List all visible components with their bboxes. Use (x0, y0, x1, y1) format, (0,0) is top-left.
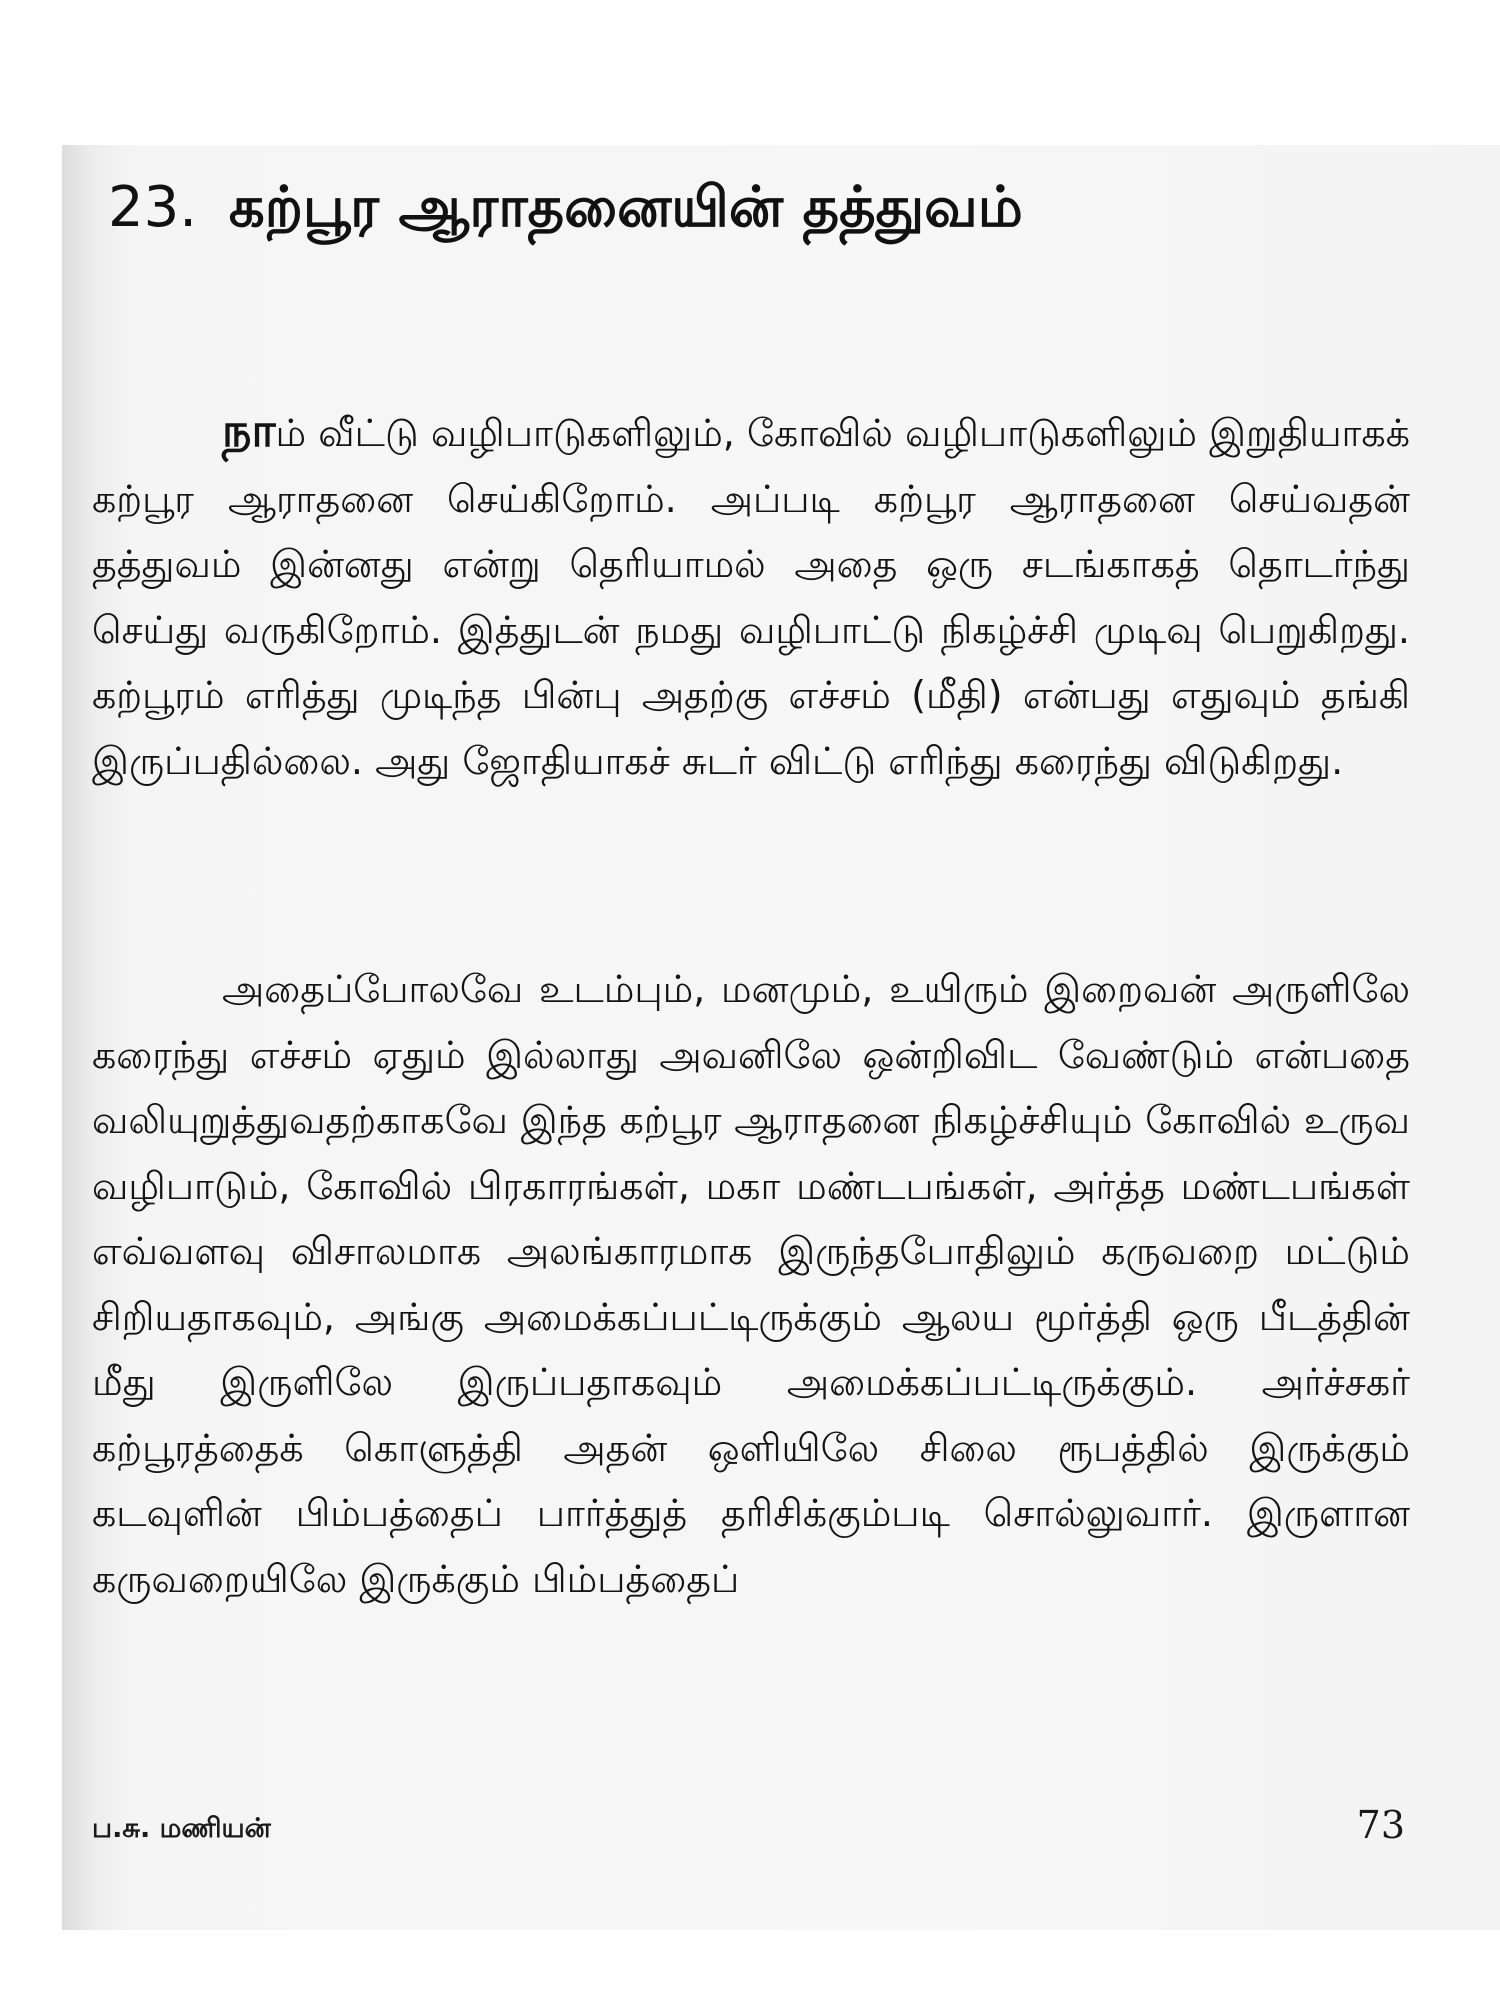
paragraph-2-text: அதைப்போலவே உடம்பும், மனமும், உயிரும் இறைவன் அருளிலே கரைந்து எச்சம் ஏதும் இல்லாது அவனிலே ஒன்றிவிட வேண்டும் என்பதை வலியுறுத்துவதற்காகவே இந்த கற்பூர ஆராதனை நிகழ்ச்சியும் கோவில் உருவ வழிபாடும், கோவில் பிரகாரங்கள், மகா மண்டபங்கள், அர்த்த மண்டபங்கள் எவ்வளவு விசாலமாக அலங்காரமாக இருந்தபோதிலும் கருவறை மட்டும் சிறியதாகவும், அங்கு அமைக்கப்பட்டிருக்கும் ஆலய மூர்த்தி ஒரு பீடத்தின் மீது இருளிலே இருப்பதாகவும் அமைக்கப்பட்டிருக்கும். அர்ச்சகர் கற்பூரத்தைக் கொளுத்தி அதன் ஒளியிலே சிலை ரூபத்தில் இருக்கும் கடவுளின் பிம்பத்தைப் பார்த்துத் தரிசிக்கும்படி சொல்லுவார். இருளான கருவறையிலே இருக்கும் பிம்பத்தைப் (92, 967, 1410, 1601)
chapter-title (108, 168, 1418, 248)
paragraph-1-text: ம் வீட்டு வழிபாடுகளிலும், கோவில் வழிபாடுகளிலும் இறுதியாகக் கற்பூர ஆராதனை செய்கிறோம். அப்படி கற்பூர ஆராதனை செய்வதன் தத்துவம் இன்னது என்று தெரியாமல் அதை ஒரு சடங்காகத் தொடர்ந்து செய்து வருகிறோம். இத்துடன் நமது வழிபாட்டு நிகழ்ச்சி முடிவு பெறுகிறது. கற்பூரம் எரித்து முடிந்த பின்பு அதற்கு எச்சம் (மீதி) என்பது எதுவும் தங்கி இருப்பதில்லை. அது ஜோதியாகச் சுடர் விட்டு எரிந்து கரைந்து விடுகிறது. (92, 411, 1410, 783)
paragraph-2 (92, 957, 1410, 1612)
drop-cap: நா (222, 403, 276, 457)
paragraph-1 (92, 398, 1410, 794)
chapter-number: 23. (108, 175, 198, 240)
footer-author: ப.சு. மணியன் (92, 1813, 271, 1844)
chapter-name: கற்பூர ஆராதனையின் தத்துவம் (228, 175, 1023, 240)
page-number: 73 (1356, 1803, 1405, 1847)
